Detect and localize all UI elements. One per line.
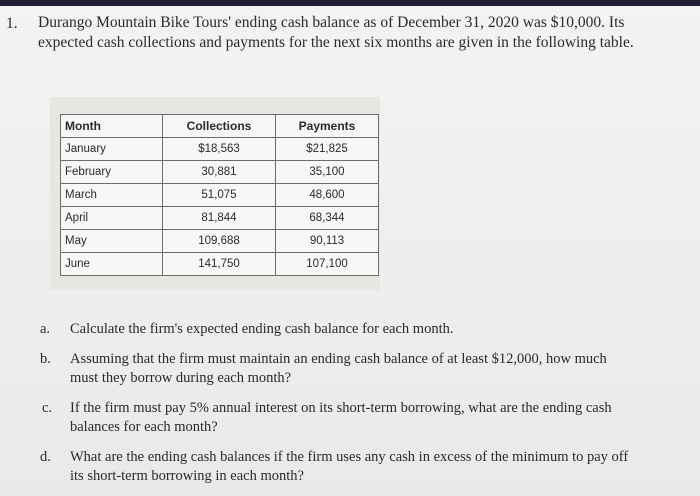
table-row (61, 230, 379, 253)
question-d-text: What are the ending cash balances if the firm uses any cash in excess of the minimum to pay off its short-term borrowing in each month? (70, 449, 629, 484)
cell-collections: 51,075 (163, 184, 276, 207)
problem-number: 1. (6, 15, 18, 32)
cell-collections: $18,563 (163, 138, 276, 161)
problem-intro: Durango Mountain Bike Tours' ending cash balance as of December 31, 2020 was $10,000. Its expected cash collections and payments for the next six months are given in the following table. (38, 14, 634, 51)
cash-flow-table (60, 114, 379, 276)
cell-payments: 107,100 (276, 253, 379, 276)
cell-collections: 109,688 (163, 230, 276, 253)
table-row (61, 138, 379, 161)
table-row (61, 184, 379, 207)
question-b-text: Assuming that the firm must maintain an ending cash balance of at least $12,000, how much must they borrow during each month? (70, 351, 607, 386)
cell-month: March (61, 184, 163, 207)
cell-collections: 141,750 (163, 253, 276, 276)
table-background (50, 97, 380, 290)
question-a-text: Calculate the firm's expected ending cash balance for each month. (70, 321, 454, 337)
cell-collections: 81,844 (163, 207, 276, 230)
cell-month: June (61, 253, 163, 276)
question-a-label: a. (40, 321, 51, 337)
header-payments: Payments (276, 115, 379, 138)
cell-month: April (61, 207, 163, 230)
header-month: Month (61, 115, 163, 138)
top-dark-bar (0, 0, 700, 6)
cell-payments: 35,100 (276, 161, 379, 184)
table-row (61, 253, 379, 276)
table-row (61, 207, 379, 230)
question-b-label: b. (40, 351, 51, 367)
table-header-row (61, 115, 379, 138)
cell-collections: 30,881 (163, 161, 276, 184)
cell-month: January (61, 138, 163, 161)
question-c-label: c. (42, 400, 53, 416)
header-collections: Collections (163, 115, 276, 138)
cell-payments: 90,113 (276, 230, 379, 253)
cell-payments: $21,825 (276, 138, 379, 161)
table-row (61, 161, 379, 184)
cell-payments: 48,600 (276, 184, 379, 207)
cell-month: February (61, 161, 163, 184)
cell-month: May (61, 230, 163, 253)
question-d-label: d. (40, 449, 51, 465)
cell-payments: 68,344 (276, 207, 379, 230)
question-c-text: If the firm must pay 5% annual interest on its short-term borrowing, what are the ending cash balances for each month? (70, 400, 612, 435)
